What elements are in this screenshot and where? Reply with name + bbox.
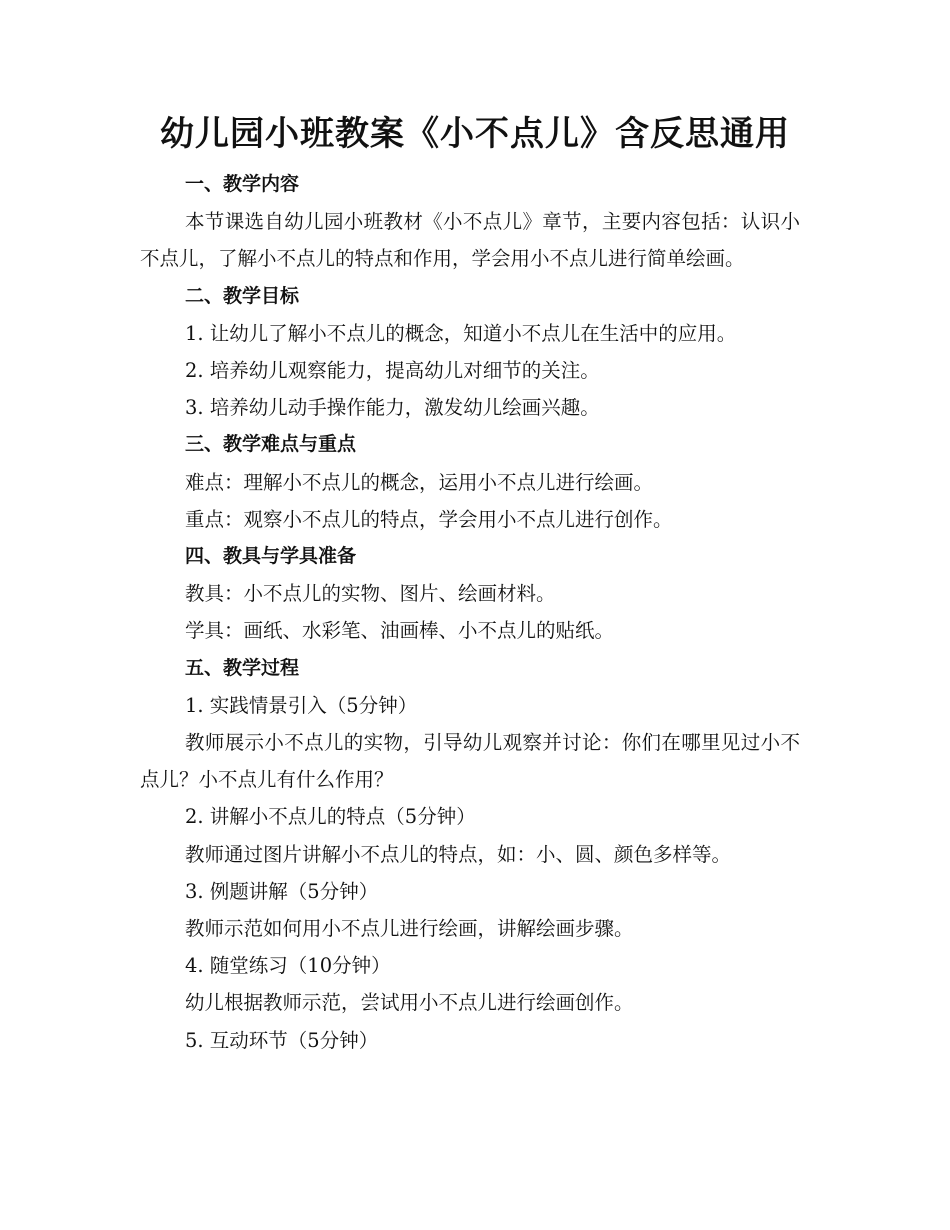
paragraph: 5. 互动环节（5分钟） — [185, 1028, 379, 1052]
paragraph: 教具：小不点儿的实物、图片、绘画材料。 — [185, 582, 556, 606]
paragraph: 4. 随堂练习（10分钟） — [185, 954, 391, 978]
paragraph: 教师通过图片讲解小不点儿的特点，如：小、圆、颜色多样等。 — [185, 842, 732, 866]
section-heading: 三、教学难点与重点 — [185, 433, 357, 456]
paragraph: 3. 例题讲解（5分钟） — [185, 879, 379, 903]
paragraph: 3. 培养幼儿动手操作能力，激发幼儿绘画兴趣。 — [185, 396, 600, 420]
section-heading: 一、教学内容 — [185, 173, 300, 195]
section-heading: 二、教学目标 — [185, 284, 300, 307]
paragraph: 教师展示小不点儿的实物，引导幼儿观察并讨论：你们在哪里见过小不点儿？小不点儿有什么作用？ — [140, 731, 800, 792]
paragraph: 幼儿根据教师示范，尝试用小不点儿进行绘画创作。 — [185, 991, 634, 1015]
paragraph: 2. 讲解小不点儿的特点（5分钟） — [185, 805, 476, 829]
paragraph: 本节课选自幼儿园小班教材《小不点儿》章节，主要内容包括：认识小不点儿，了解小不点儿的特点和作用，学会用小不点儿进行简单绘画。 — [140, 210, 800, 271]
paragraph: 1. 实践情景引入（5分钟） — [185, 693, 418, 717]
paragraph: 教师示范如何用小不点儿进行绘画，讲解绘画步骤。 — [185, 917, 634, 941]
paragraph: 重点：观察小不点儿的特点，学会用小不点儿进行创作。 — [185, 507, 673, 531]
paragraph: 1. 让幼儿了解小不点儿的概念，知道小不点儿在生活中的应用。 — [185, 321, 737, 345]
paragraph: 2. 培养幼儿观察能力，提高幼儿对细节的关注。 — [185, 359, 600, 383]
section-heading: 四、教具与学具准备 — [185, 545, 357, 568]
paragraph: 难点：理解小不点儿的概念，运用小不点儿进行绘画。 — [185, 470, 654, 494]
document-body — [140, 166, 800, 1059]
section-heading: 五、教学过程 — [185, 656, 300, 679]
document-title: 幼儿园小班教案《小不点儿》含反思通用 — [160, 114, 790, 154]
paragraph: 学具：画纸、水彩笔、油画棒、小不点儿的贴纸。 — [185, 619, 615, 643]
